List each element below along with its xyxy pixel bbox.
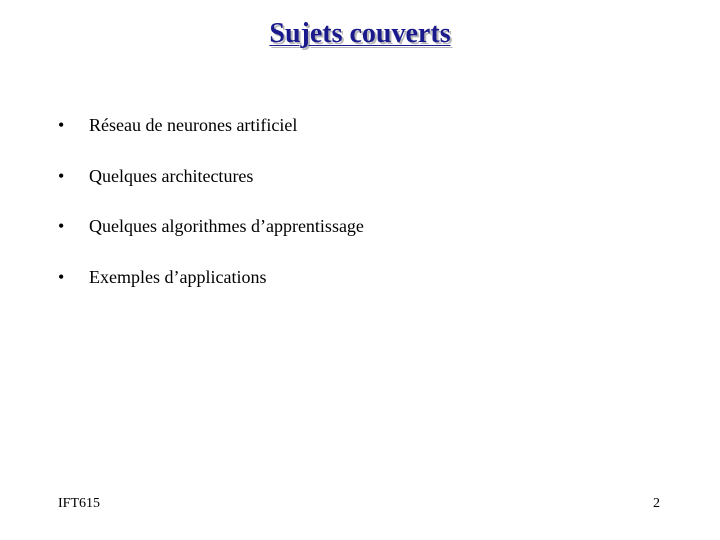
slide-title [0, 14, 720, 54]
bullet-icon: • [58, 165, 65, 186]
list-item-text: Exemples d’applications [89, 266, 267, 287]
bullet-icon: • [58, 115, 65, 135]
slide-title-text: Sujets couverts [269, 18, 451, 49]
page-number: 2 [653, 496, 660, 511]
bullet-icon: • [58, 266, 65, 287]
list-item [58, 110, 364, 161]
list-item [58, 211, 364, 262]
list-item [58, 161, 364, 212]
bullet-icon: • [58, 216, 65, 236]
list-item-text: Quelques architectures [89, 165, 254, 186]
list-item [58, 262, 364, 313]
bullet-list [58, 110, 364, 312]
footer-course-code: IFT615 [58, 496, 100, 511]
list-item-text: Quelques algorithmes d’apprentissage [89, 216, 364, 236]
list-item-text: Réseau de neurones artificiel [89, 115, 298, 135]
